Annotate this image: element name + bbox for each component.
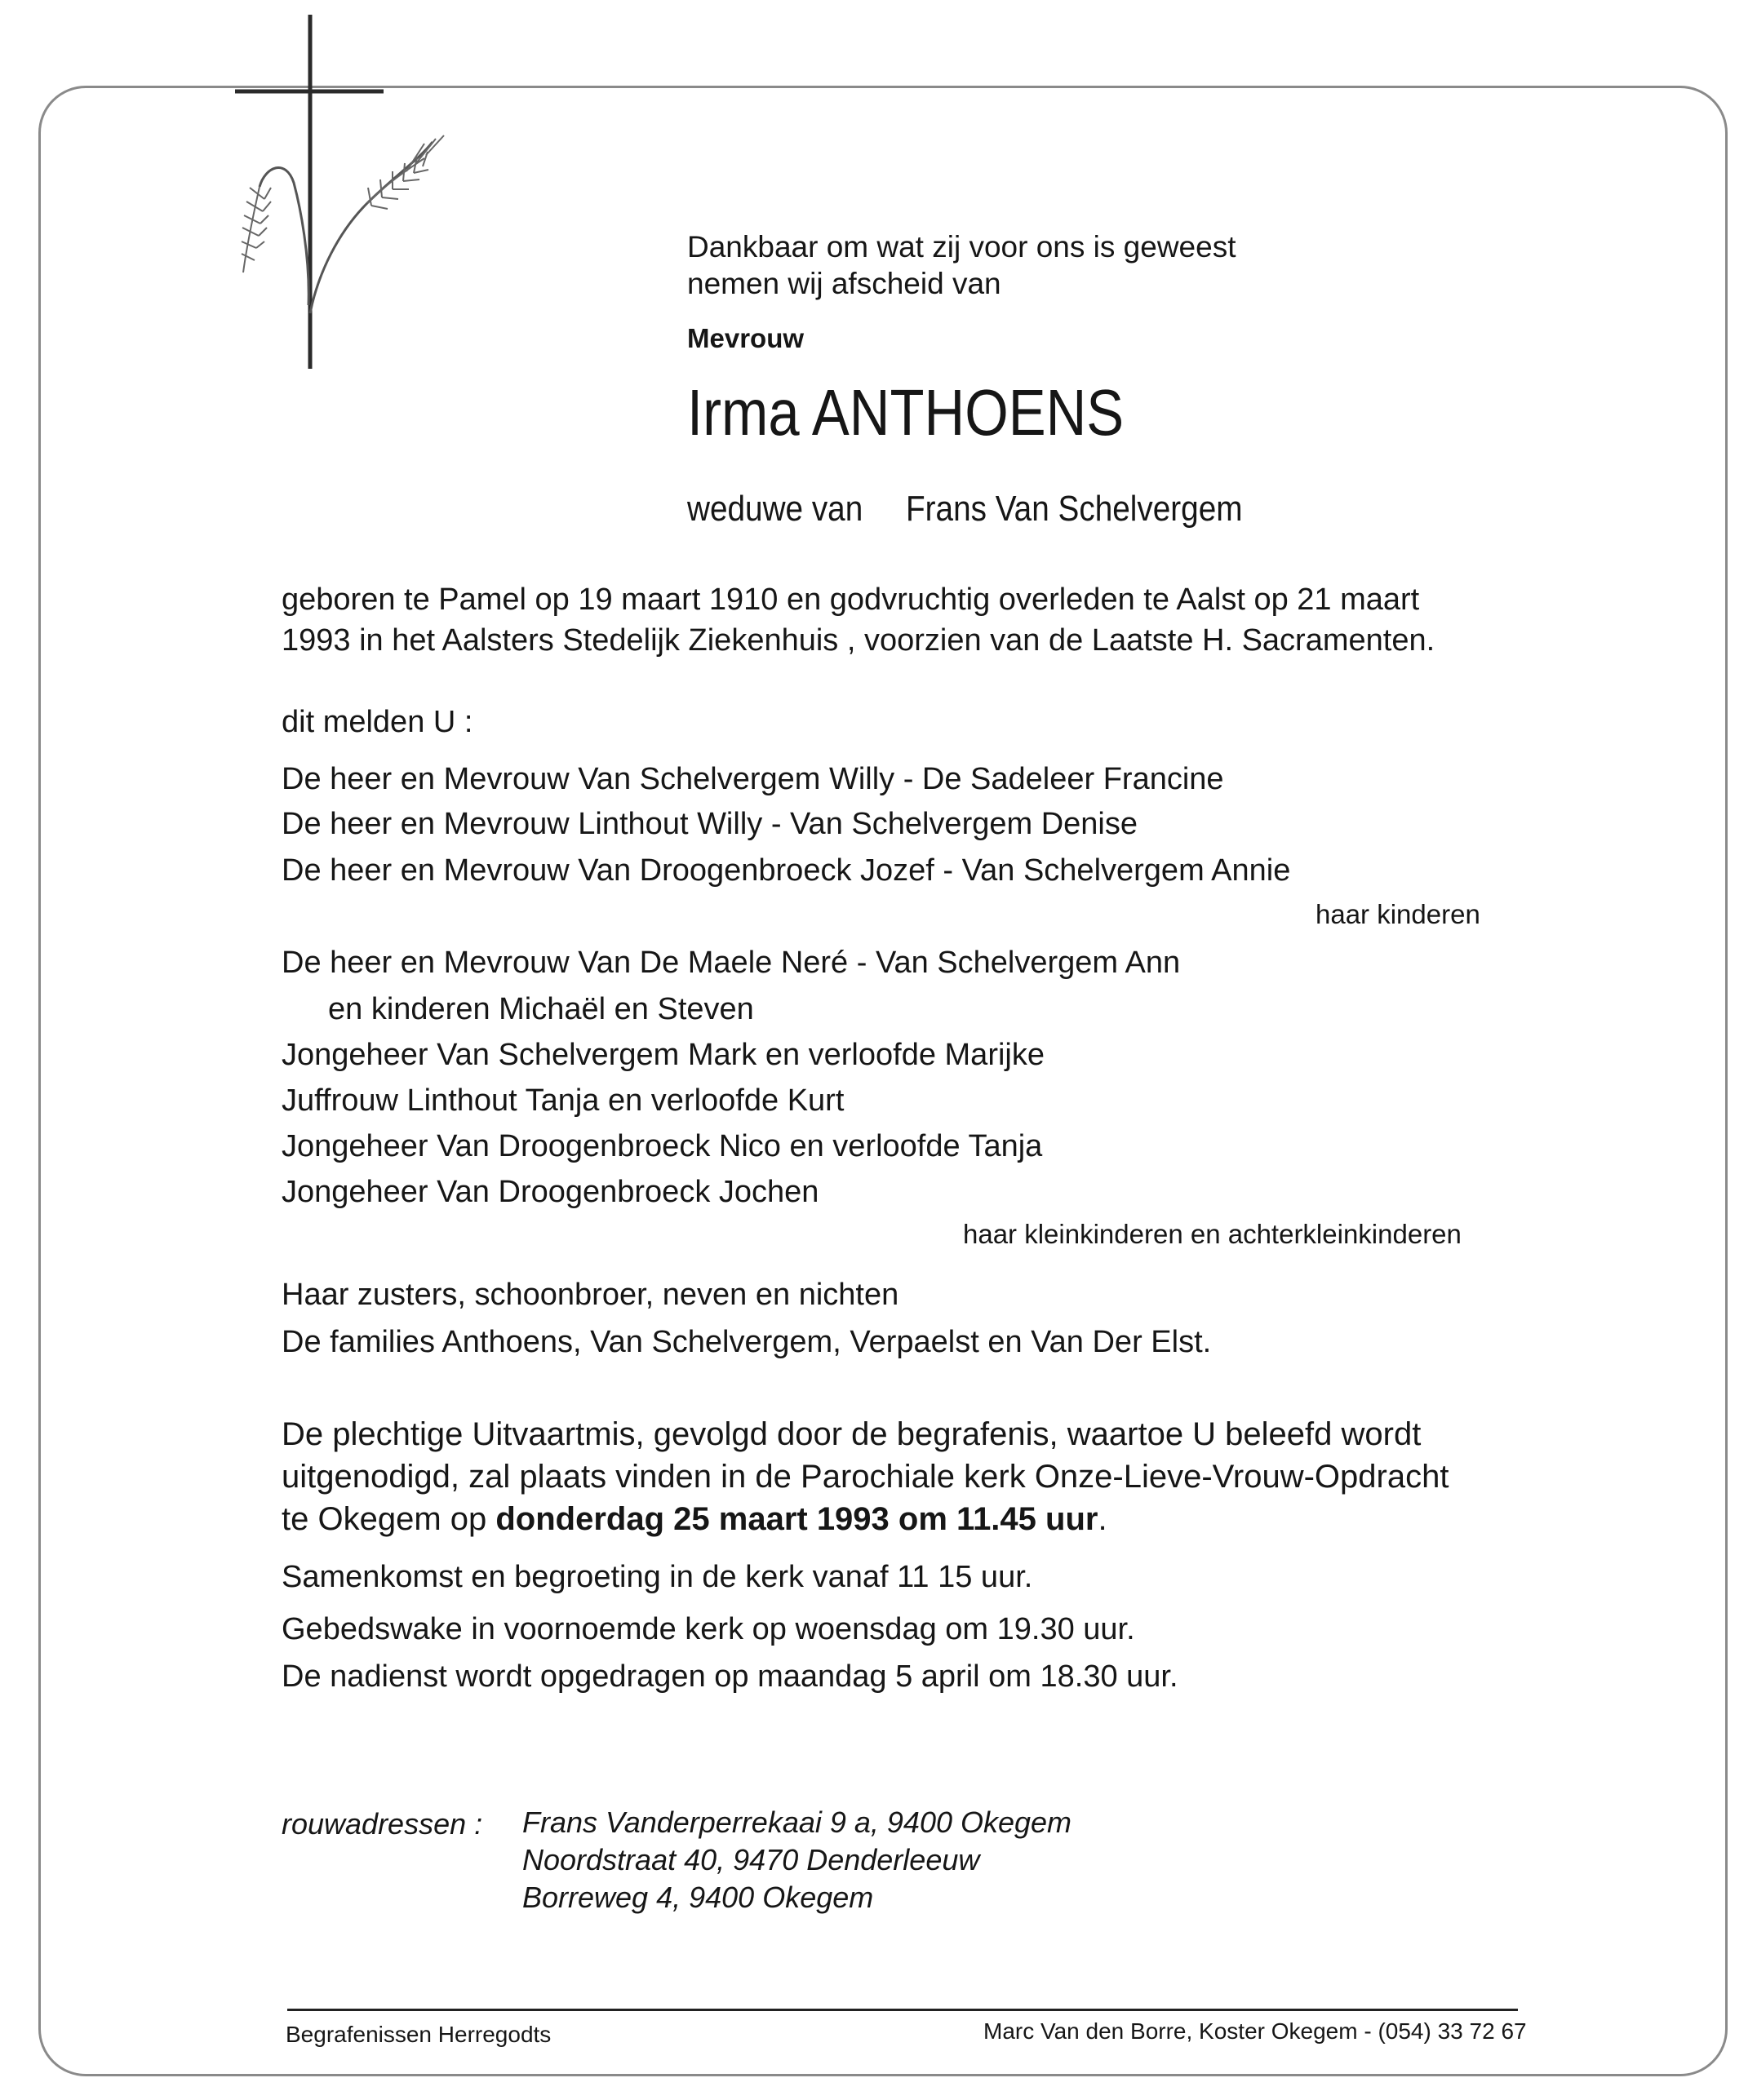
birth-death-line-1: geboren te Pamel op 19 maart 1910 en godvruchtig overleden te Aalst op 21 maart [282, 583, 1420, 617]
gathering-note: Samenkomst en begroeting in de kerk vanaf 11 15 uur. [282, 1560, 1033, 1594]
children-label: haar kinderen [1316, 899, 1480, 929]
intro-line-1: Dankbaar om wat zij voor ons is geweest [687, 230, 1236, 264]
service-line-3 [282, 1503, 1107, 1535]
vigil-note: Gebedswake in voornoemde kerk op woensdag om 19.30 uur. [282, 1612, 1135, 1646]
list-item: Frans Vanderperrekaai 9 a, 9400 Okegem [522, 1805, 1072, 1839]
footer-divider [287, 2009, 1518, 2011]
service-line-2: uitgenodigd, zal plaats vinden in de Parochiale kerk Onze-Lieve-Vrouw-Opdracht [282, 1459, 1449, 1495]
list-item: Noordstraat 40, 9470 Denderleeuw [522, 1843, 980, 1876]
contact-info: Marc Van den Borre, Koster Okegem - (054) 33 72 67 [983, 2018, 1527, 2044]
cross-wheat-icon [196, 11, 457, 370]
funeral-home: Begrafenissen Herregodts [286, 2022, 552, 2047]
honorific: Mevrouw [687, 323, 805, 353]
service-date: donderdag 25 maart 1993 om 11.45 uur [495, 1501, 1098, 1537]
list-item: De families Anthoens, Van Schelvergem, Verpaelst en Van Der Elst. [282, 1325, 1212, 1359]
widow-label: weduwe van [687, 489, 863, 529]
service-line-1: De plechtige Uitvaartmis, gevolgd door de begrafenis, waartoe U beleefd wordt [282, 1416, 1422, 1452]
announce-label: dit melden U : [282, 705, 473, 739]
list-item: De heer en Mevrouw Van Schelvergem Willy - De Sadeleer Francine [282, 762, 1224, 796]
intro-line-2: nemen wij afscheid van [687, 267, 1001, 300]
list-item: en kinderen Michaël en Steven [328, 992, 754, 1026]
service-period: . [1098, 1501, 1107, 1537]
list-item: De heer en Mevrouw Van Droogenbroeck Jozef - Van Schelvergem Annie [282, 853, 1291, 888]
grandchildren-label: haar kleinkinderen en achterkleinkinderen [963, 1219, 1462, 1249]
addresses-label: rouwadressen : [282, 1807, 483, 1841]
spouse-name: Frans Van Schelvergem [906, 489, 1243, 529]
birth-death-line-2: 1993 in het Aalsters Stedelijk Ziekenhuis , voorzien van de Laatste H. Sacramenten. [282, 623, 1435, 658]
list-item: Juffrouw Linthout Tanja en verloofde Kurt [282, 1083, 845, 1118]
list-item: Jongeheer Van Droogenbroeck Nico en verloofde Tanja [282, 1129, 1043, 1163]
list-item: Jongeheer Van Schelvergem Mark en verloofde Marijke [282, 1038, 1045, 1072]
list-item: Borreweg 4, 9400 Okegem [522, 1881, 874, 1914]
list-item: Haar zusters, schoonbroer, neven en nichten [282, 1278, 899, 1312]
list-item: Jongeheer Van Droogenbroeck Jochen [282, 1175, 819, 1209]
list-item: De heer en Mevrouw Linthout Willy - Van Schelvergem Denise [282, 807, 1138, 841]
list-item: De heer en Mevrouw Van De Maele Neré - Van Schelvergem Ann [282, 946, 1181, 980]
memorial-note: De nadienst wordt opgedragen op maandag 5 april om 18.30 uur. [282, 1659, 1178, 1694]
service-place: te Okegem op [282, 1501, 496, 1537]
deceased-name: Irma ANTHOENS [687, 376, 1125, 449]
